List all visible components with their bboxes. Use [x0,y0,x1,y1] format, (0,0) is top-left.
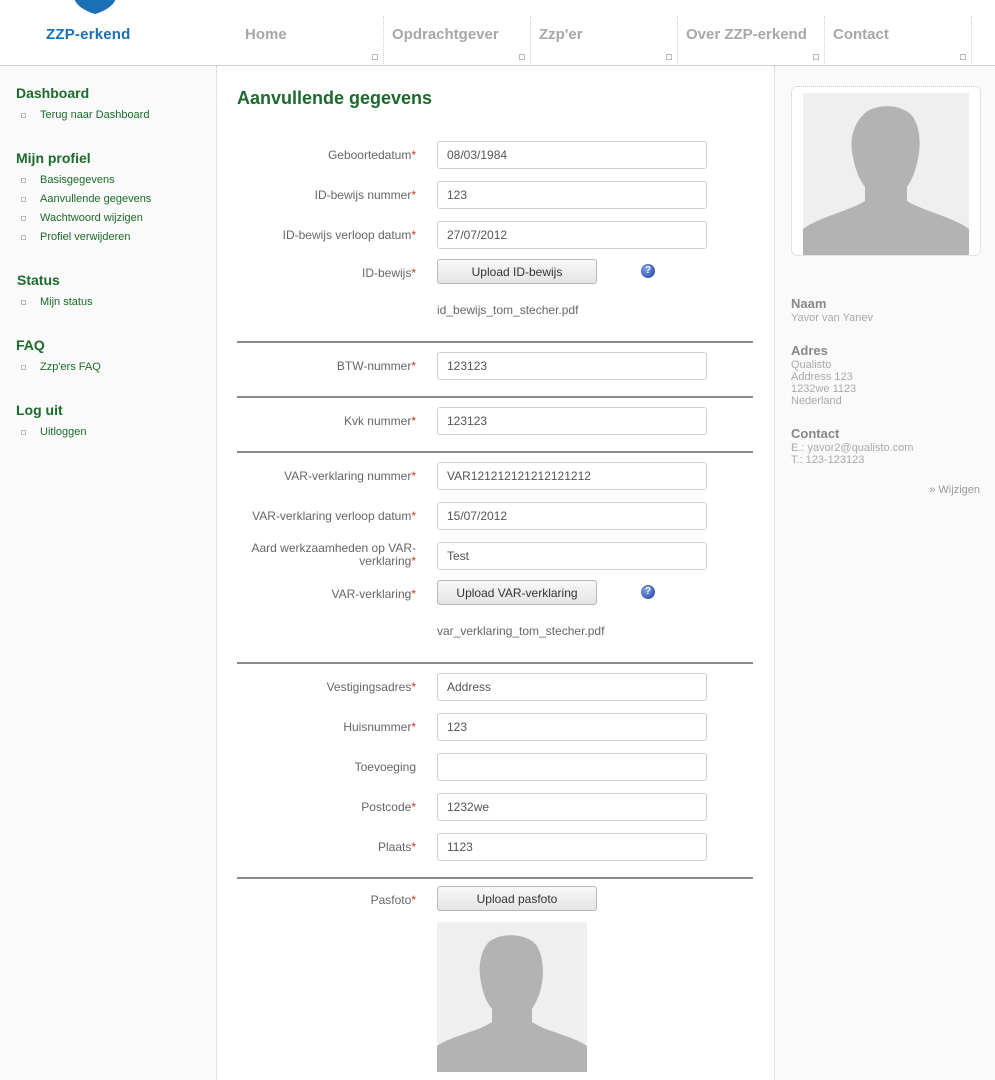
btw-nummer-input[interactable] [437,352,707,380]
sidebar-group-mijn-profiel [16,150,151,247]
nav-corner-icon [519,54,525,60]
sidebar-heading: FAQ [16,337,45,353]
shield-logo-icon[interactable] [72,0,118,14]
profile-contact-title: Contact [791,426,840,441]
bullet-icon [21,430,26,435]
sidebar-group-status [17,272,93,312]
help-icon[interactable]: ? [641,264,655,278]
toevoeging-input[interactable] [437,753,707,781]
logo-text[interactable]: ZZP-erkend [46,26,131,43]
field-label: Toevoeging [354,760,416,774]
profile-address-line: Address 123 [791,371,853,383]
aard-werkzaamheden-input[interactable] [437,542,707,570]
row-id-verloop [237,221,753,251]
geboortedatum-input[interactable] [437,141,707,169]
field-label: VAR-verklaring nummer* [284,469,416,483]
field-label: ID-bewijs verloop datum* [282,228,416,242]
var-verklaring-nummer-input[interactable] [437,462,707,490]
main-nav [237,16,972,66]
sidebar-link-zzpers-faq[interactable]: Zzp'ers FAQ [0,358,101,377]
id-bewijs-verloop-input[interactable] [437,221,707,249]
kvk-nummer-input[interactable] [437,407,707,435]
field-label: Plaats* [377,840,416,854]
site-header [0,0,995,66]
sidebar-link-basisgegevens[interactable]: Basisgegevens [0,171,151,190]
nav-corner-icon [666,54,672,60]
bullet-icon [21,365,26,370]
profile-name: Yavor van Yanev [791,312,873,324]
row-plaats [237,833,753,863]
field-label: Vestigingsadres* [326,680,416,694]
nav-zzper[interactable]: Zzp'er [531,16,678,64]
bullet-icon [21,216,26,221]
plaats-input[interactable] [437,833,707,861]
nav-home[interactable]: Home [237,16,384,64]
nav-corner-icon [960,54,966,60]
row-huisnummer [237,713,753,743]
field-label: Pasfoto* [370,893,416,907]
section-divider [237,877,753,879]
upload-pasfoto-button[interactable]: Upload pasfoto [437,886,597,911]
section-divider [237,396,753,398]
sidebar-link-wachtwoord-wijzigen[interactable]: Wachtwoord wijzigen [0,209,151,228]
profile-photo-frame [791,86,981,256]
var-verklaring-file-name: var_verklaring_tom_stecher.pdf [437,624,605,638]
nav-corner-icon [372,54,378,60]
profile-contact-block [791,426,913,466]
sidebar-link-uitloggen[interactable]: Uitloggen [0,423,86,442]
field-label: BTW-nummer* [336,359,416,373]
profile-address-line: 1232we 1123 [791,383,857,395]
var-verklaring-verloop-input[interactable] [437,502,707,530]
huisnummer-input[interactable] [437,713,707,741]
row-id-bewijs [237,259,753,289]
page-title: Aanvullende gegevens [237,88,433,108]
sidebar-link-terug-naar-dashboard[interactable]: Terug naar Dashboard [0,106,149,125]
pasfoto-placeholder-icon [437,922,587,1072]
sidebar-link-mijn-status[interactable]: Mijn status [0,293,93,312]
sidebar-heading: Mijn profiel [16,150,91,166]
upload-id-bewijs-button[interactable]: Upload ID-bewijs [437,259,597,284]
profile-phone: T.: 123-123123 [791,454,865,466]
row-pasfoto [237,886,753,916]
field-label: VAR-verklaring verloop datum* [252,509,416,523]
row-var-nummer [237,462,753,492]
sidebar-heading: Status [17,272,60,288]
sidebar-link-profiel-verwijderen[interactable]: Profiel verwijderen [0,228,151,247]
row-var-aard [237,542,753,572]
row-btw [237,352,753,382]
field-label: Geboortedatum* [327,148,416,162]
bullet-icon [21,197,26,202]
row-id-nummer [237,181,753,211]
row-kvk [237,407,753,437]
field-label: VAR-verklaring* [331,587,416,601]
edit-profile-link[interactable]: » Wijzigen [929,484,980,496]
bullet-icon [21,235,26,240]
sidebar-group-dashboard [16,85,149,125]
vestigingsadres-input[interactable] [437,673,707,701]
sidebar-heading: Log uit [16,402,63,418]
sidebar-heading: Dashboard [16,85,90,101]
field-label: Kvk nummer* [343,414,416,428]
help-icon[interactable]: ? [641,585,655,599]
id-bewijs-nummer-input[interactable] [437,181,707,209]
bullet-icon [21,300,26,305]
row-var-verklaring [237,580,753,610]
profile-address-title: Adres [791,343,828,358]
sidebar-group-log-uit [16,402,86,442]
profile-address-block [791,343,856,407]
bullet-icon [21,113,26,118]
right-sidebar [774,66,995,1080]
section-divider [237,662,753,664]
field-label: ID-bewijs nummer* [314,188,416,202]
postcode-input[interactable] [437,793,707,821]
field-label: Huisnummer* [343,720,416,734]
left-sidebar [0,66,217,1080]
upload-var-verklaring-button[interactable]: Upload VAR-verklaring [437,580,597,605]
profile-name-block [791,296,873,324]
row-var-verloop [237,502,753,532]
profile-name-title: Naam [791,296,827,311]
nav-over-zzp-erkend[interactable]: Over ZZP-erkend [678,16,825,64]
field-label: Postcode* [361,800,416,814]
profile-address-line: Qualisto [791,359,832,371]
row-toevoeging [237,753,753,783]
section-divider [237,451,753,453]
row-postcode [237,793,753,823]
field-label: Aard werkzaamheden op VAR-verklaring* [251,541,416,568]
row-geboortedatum [237,141,753,171]
profile-email: E.: yavor2@qualisto.com [791,442,914,454]
sidebar-group-faq [16,337,101,377]
sidebar-link-aanvullende-gegevens[interactable]: Aanvullende gegevens [0,190,151,209]
nav-corner-icon [813,54,819,60]
nav-opdrachtgever[interactable]: Opdrachtgever [384,16,531,64]
section-divider [237,341,753,343]
bullet-icon [21,178,26,183]
id-bewijs-file-name: id_bewijs_tom_stecher.pdf [437,303,579,317]
nav-contact[interactable]: Contact [825,16,972,64]
avatar-placeholder-icon [803,93,969,255]
row-vestigingsadres [237,673,753,703]
profile-address-line: Nederland [791,395,842,407]
field-label: ID-bewijs* [361,266,416,280]
